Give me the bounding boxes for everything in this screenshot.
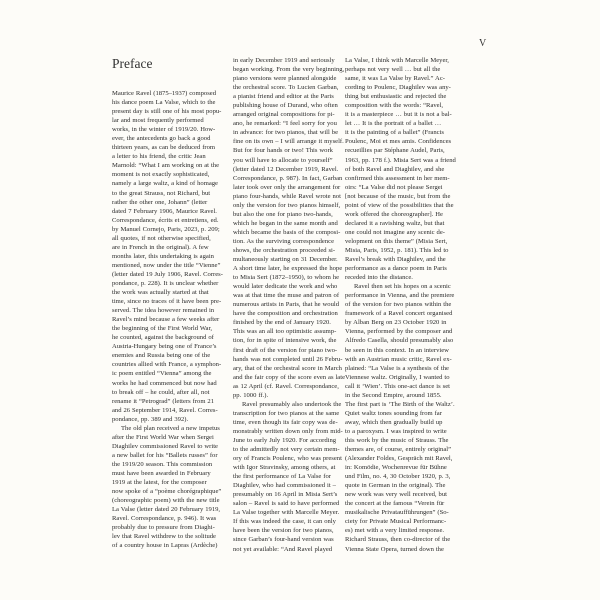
text-line: lar and most frequently performed (112, 117, 204, 125)
text-line: of a country house in Lapras (Ardèche) (112, 542, 218, 550)
text-line: since Garban’s four-hand version was (233, 536, 334, 544)
text-line: all quotes, if not otherwise specified, (112, 234, 211, 242)
text-line: served. The idea however remained in (112, 307, 215, 315)
text-line: probably due to pressure from Diaghi- (112, 524, 215, 532)
text-column-2 (233, 56, 355, 554)
text-line: lev that Ravel withdrew to the solitude (112, 533, 216, 541)
text-line: countries allied with France, a symphon- (112, 361, 222, 369)
text-line: mentioned, now under the title “Vienne” (112, 261, 221, 269)
text-line: transcription for two pianos at the same (233, 409, 340, 417)
text-line: Marnold: “What I am working on at the (112, 162, 220, 170)
text-line: the orchestral score. To Lucien Garban, (233, 84, 339, 92)
text-line: thirteen years, as can be deduced from (112, 144, 216, 152)
text-line: perhaps not very well … but all the (345, 66, 441, 74)
text-line: cording to Poulenc, Diaghilev was any- (345, 84, 451, 92)
text-line: the work was actually started at that (112, 289, 209, 297)
text-line: pp. 1000 ff.). (233, 391, 269, 399)
text-line: Misia, Paris, 1952, p. 181). This led to (345, 246, 449, 254)
text-line: new work was very well received, but (345, 491, 447, 499)
text-line: 1963, pp. 178 f.). Misia Sert was a friend (345, 156, 456, 164)
text-line: with Igor Stravinsky, among others, at (233, 464, 336, 472)
text-line: A short time later, he expressed the hope (233, 265, 343, 273)
text-line: Vienna, performed by the composer and (345, 328, 453, 336)
text-line: and the fair copy of the score even as late (233, 373, 345, 381)
text-line: Correspondance, p. 987). In fact, Garban (233, 174, 343, 182)
text-line: call it ‘Wien’. This one-act dance is set (345, 382, 450, 390)
text-line: to a paroxysm. I was inspired to write (345, 427, 447, 435)
text-line: finished by the end of January 1920. (233, 319, 331, 327)
text-line: shows, the orchestration proceeded si- (233, 246, 336, 254)
text-line: away, which then gradually build up (345, 418, 443, 426)
text-line: of the version for two pianos within the (345, 301, 452, 309)
text-line: ever, the antecedents go back a good (112, 135, 211, 143)
text-line: be seen in this context. In an interview (345, 346, 449, 354)
text-line: Richard Strauss, then co-director of the (345, 536, 451, 544)
text-line: time, even though its fair copy was de- (233, 418, 338, 426)
text-line: pondance, p. 228). It is unclear whether (112, 279, 219, 287)
text-line: ory of Francis Poulenc, who was present (233, 455, 342, 463)
text-line: now spoke of a “poème chorégraphique” (112, 488, 222, 496)
text-line: quote in German in the original). The (345, 482, 446, 490)
text-line: first draft of the version for piano two- (233, 346, 338, 354)
text-line: namely a large waltz, a kind of homage (112, 180, 218, 188)
text-line: If this was indeed the case, it can only (233, 518, 336, 526)
text-line: ano, he remarked: “I feel sorry for you (233, 120, 337, 128)
text-line: which he began in the same month and (233, 219, 338, 227)
text-line: piano versions were planned alongside (233, 75, 337, 83)
text-line: themes are, of course, entirely original” (345, 446, 452, 454)
text-column-3 (345, 56, 467, 554)
text-line: [not because of the music, but from the (345, 192, 451, 200)
text-line: after the First World War when Sergei (112, 433, 214, 441)
text-line: Ravel then set his hopes on a scenic (354, 283, 451, 291)
text-line: Ravel. Correspondance, p. 946). It was (112, 515, 217, 523)
text-line: velopment on this theme” (Misia Sert, (345, 237, 448, 245)
text-line: (letter dated 19 July 1906, Ravel. Corres- (112, 270, 223, 278)
text-line: composition with the words: “Ravel, (345, 102, 444, 110)
text-line: not yet available: “And Ravel played (233, 545, 333, 553)
text-line: same, it was La Valse by Ravel.” Ac- (345, 75, 445, 83)
text-line: have been the version for two pianos, (233, 527, 334, 535)
text-line: but also the one for piano two-hands, (233, 210, 333, 218)
text-line: numerous artists in Paris, that he would (233, 301, 340, 309)
text-line: piano four-hands, while Ravel wrote not (233, 192, 341, 200)
text-line: must have been awarded in February (112, 469, 211, 477)
text-line: dated 7 February 1906, Maurice Ravel. (112, 207, 217, 215)
text-line: later took over only the arrangement for (233, 183, 341, 191)
text-line: monstrably written down only from mid- (233, 427, 343, 435)
text-line: work offered the choreographer]. He (345, 210, 443, 218)
text-line: only the version for two pianos himself, (233, 201, 341, 209)
text-line: began working. From the very beginning, (233, 66, 345, 74)
text-line: und Film, no. 4, 30 October 1920, p. 3, (345, 473, 451, 481)
text-line: ary, that of the orchestral score in March (233, 364, 342, 372)
text-line: publishing house of Durand, who often (233, 102, 338, 110)
text-line: moment is not exactly sophisticated, (112, 171, 210, 179)
text-line: a letter to his friend, the critic Jean (112, 153, 206, 161)
text-line: This was an all too optimistic assump- (233, 328, 337, 336)
text-line: presumably on 16 April in Misia Sert’s (233, 491, 338, 499)
text-line: Viennese waltz. Originally, I wanted to (345, 373, 450, 381)
text-line: receded into the distance. (345, 274, 413, 282)
text-line: Ravel’s break with Diaghilev, and the (345, 256, 446, 264)
text-line: present day is still one of his most popu- (112, 108, 222, 116)
text-line: one could not imagine any scenic de- (345, 228, 445, 236)
text-line: But for four hands or two! This work (233, 147, 333, 155)
text-line: rename it “Petrograd” (letters from 21 (112, 397, 215, 405)
text-line: in advance: for two pianos, that will be (233, 129, 339, 137)
text-line: by Manuel Cornejo, Paris, 2023, p. 209; (112, 225, 220, 233)
text-line: multaneously starting on 31 December. (233, 256, 338, 264)
text-line: 1919 at the latest, for the composer (112, 479, 207, 487)
text-line: he counted, against the background of (112, 334, 214, 342)
text-line: tion, for in spite of intensive work, the (233, 337, 337, 345)
text-line: (letter dated 12 December 1919, Ravel. (233, 165, 339, 173)
text-line: which became the basis of the composi- (233, 228, 341, 236)
text-line: pondance, pp. 389 and 392). (112, 415, 189, 423)
text-line: musikalische Privataufführungen” (So- (345, 509, 449, 517)
text-line: tion. As the surviving correspondence (233, 237, 335, 245)
text-line: La Valse together with Marcelle Meyer. (233, 509, 340, 517)
text-line: to Misia Sert (1872–1950), to whom he (233, 274, 340, 282)
text-line: time, since no traces of it have been pre- (112, 298, 222, 306)
text-line: Diaghilev, who had commissioned it – (233, 482, 336, 490)
text-line: Ravel’s mind because a few weeks after (112, 316, 220, 324)
text-line: framework of a Ravel concert organised (345, 310, 453, 318)
text-line: oirs: “La Valse did not please Sergei (345, 183, 443, 191)
text-line: to the admittedly not very certain mem- (233, 446, 340, 454)
section-heading: Preface (112, 56, 153, 71)
text-line: by Alban Berg on 23 October 1920 in (345, 319, 447, 327)
text-line: have the composition and orchestration (233, 310, 338, 318)
text-line: June to early July 1920. For according (233, 436, 337, 444)
text-line: in the Second Empire, around 1855. (345, 391, 442, 399)
text-line: rather the other one, Johann” (letter (112, 198, 208, 206)
text-line: La Valse (letter dated 20 February 1919, (112, 506, 221, 514)
text-line: arranged original compositions for pi- (233, 111, 335, 119)
text-line: hands was not completed until 26 Febru- (233, 355, 343, 363)
text-line: and 26 September 1914, Ravel. Corres- (112, 406, 218, 414)
text-line: Ravel presumably also undertook the (242, 400, 342, 408)
text-line: a new ballet for his “Ballets russes” for (112, 451, 218, 459)
text-line: with an Austrian music critic, Ravel ex- (345, 355, 452, 363)
text-line: it is a masterpiece … but it is not a bal- (345, 111, 452, 119)
text-line: (Alexander Foldes, Gespräch mit Ravel, (345, 455, 453, 463)
text-line: ciety for Private Musical Performanc- (345, 518, 447, 526)
text-line: was at that time the muse and patron of (233, 292, 340, 300)
text-line: the beginning of the First World War, (112, 325, 213, 333)
text-line: in: Komödie, Wochenrevue für Bühne (345, 464, 447, 472)
text-line: works, in the winter of 1919/20. How- (112, 126, 216, 134)
text-line: enemies and Russia being one of the (112, 352, 211, 360)
text-line: es) met with a very limited response. (345, 527, 445, 535)
text-line: performance in Vienna, and the premiere (345, 292, 455, 300)
text-line: to break off – he could, after all, not (112, 388, 210, 396)
text-column-1 (112, 89, 234, 550)
text-line: thing but enthusiastic and rejected the (345, 93, 447, 101)
page-number: V (479, 38, 487, 49)
text-line: this work by the music of Strauss. The (345, 436, 449, 444)
text-line: the first performance of La Valse for (233, 473, 331, 481)
text-line: The old plan received a new impetus (121, 424, 220, 432)
text-line: plained: “La Valse is a synthesis of the (345, 364, 449, 372)
text-line: are in French in the original). A few (112, 243, 209, 251)
text-line: recueillies par Stéphane Audel, Paris, (345, 147, 445, 155)
text-line: his dance poem La Valse, which to the (112, 99, 216, 107)
text-line: it is the painting of a ballet” (Francis (345, 129, 444, 137)
text-line: would later dedicate the work and who (233, 283, 338, 291)
text-line: Vienna State Opera, turned down the (345, 545, 444, 553)
text-line: Diaghilev commissioned Ravel to write (112, 442, 218, 450)
text-line: you will have to allocate to yourself” (233, 156, 333, 164)
text-line: (choreographic poem) with the new title (112, 497, 220, 505)
text-line: Poulenc, Moi et mes amis. Confidences (345, 138, 452, 146)
text-line: confirmed this assessment in her mem- (345, 174, 450, 182)
text-line: ic poem entitled “Vienna” among the (112, 370, 212, 378)
text-line: months later, this undertaking is again (112, 252, 214, 260)
text-line: fine on its own – I will arrange it myself. (233, 138, 344, 146)
text-line: Correspondance, écrits et entretiens, ed. (112, 216, 219, 224)
text-line: salon – Ravel is said to have performed (233, 500, 340, 508)
text-line: Maurice Ravel (1875–1937) composed (112, 90, 216, 97)
text-line: performance as a dance poem in Paris (345, 265, 447, 273)
text-line: the concert at the famous “Verein für (345, 500, 445, 508)
text-line: of both Ravel and Diaghilev, and she (345, 165, 445, 173)
text-line: Austria-Hungary being one of France’s (112, 343, 217, 351)
text-line: declared it a ravishing waltz, but that (345, 219, 445, 227)
text-line: let … It is the portrait of a ballet … (345, 120, 442, 128)
text-line: a pianist friend and editor at the Paris (233, 93, 334, 101)
text-line: the 1919/20 season. This commission (112, 460, 213, 468)
text-line: point of view of the possibilities that the (345, 201, 454, 209)
text-line: La Valse, I think with Marcelle Meyer, (345, 57, 449, 64)
text-line: Quiet waltz tones sounding from far (345, 409, 442, 417)
text-line: Alfredo Casella, should presumably also (345, 337, 454, 345)
text-line: as 12 April (cf. Ravel. Correspondance, (233, 382, 339, 390)
text-line: works he had commenced but now had (112, 379, 217, 387)
text-line: to the great Strauss, not Richard, but (112, 189, 211, 197)
text-line: in early December 1919 and seriously (233, 57, 335, 64)
text-line: The first part is ‘The Birth of the Waltz’. (345, 400, 455, 408)
